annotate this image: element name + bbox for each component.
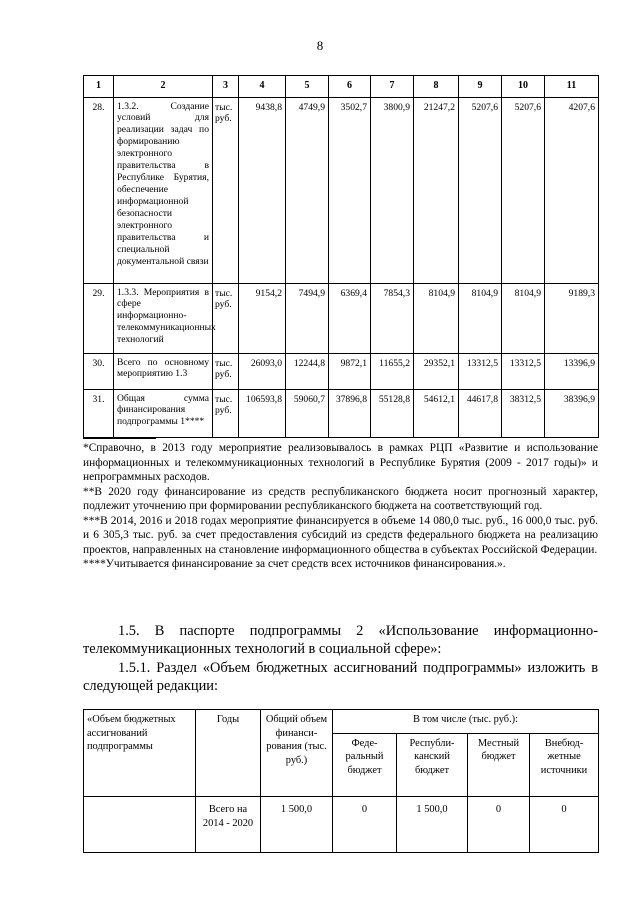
- paragraph-1-5-1: [83, 660, 598, 695]
- row-value: 38396,9: [545, 389, 599, 437]
- row-value: 13312,5: [502, 353, 545, 389]
- row-value: 59060,7: [286, 389, 329, 437]
- column-header: 4: [239, 76, 286, 98]
- extrabudgetary-header: Внебюд-жетные источники: [530, 733, 599, 796]
- row-value: 8104,9: [502, 283, 545, 353]
- paragraph-text: 1.5.1. Раздел «Объем бюджетных ассигнований подпрограммы» изложить в следующей редакции:: [83, 660, 598, 694]
- row-unit: тыс. руб.: [213, 283, 239, 353]
- paragraph-text: 1.5. В паспорте подпрограммы 2 «Использование информационно-телекоммуникационных технологий в социальной сфере»:: [83, 623, 598, 657]
- budget-header-row: [84, 710, 599, 734]
- column-header: 2: [114, 76, 213, 98]
- row-value: 54612,1: [414, 389, 459, 437]
- budget-extrabudgetary: 0: [530, 797, 599, 853]
- budget-section-label: «Объем бюджетных ассигнований подпрограммы: [84, 710, 196, 797]
- funding-table: [83, 75, 599, 438]
- budget-table: [83, 709, 599, 853]
- republican-header: Республи-канский бюджет: [397, 733, 468, 796]
- table-header-row: [84, 76, 599, 98]
- row-value: 21247,2: [414, 97, 459, 283]
- row-unit: тыс. руб.: [213, 353, 239, 389]
- row-value: 3502,7: [329, 97, 371, 283]
- table-row: [84, 389, 599, 437]
- table-row: [84, 97, 599, 283]
- budget-republican: 1 500,0: [397, 797, 468, 853]
- row-value: 38312,5: [502, 389, 545, 437]
- local-header: Местный бюджет: [468, 733, 530, 796]
- row-value: 37896,8: [329, 389, 371, 437]
- row-value: 11655,2: [371, 353, 414, 389]
- row-value: 106593,8: [239, 389, 286, 437]
- row-name: 1.3.2. Создание условий для реализации задач по формированию электронного правительства в Республике Бурятия, обеспечение информационной безопасности электронного правительства и специальной документальной связи: [114, 97, 213, 283]
- row-value: 4207,6: [545, 97, 599, 283]
- footnote: **В 2020 году финансирование из средств республиканского бюджета носит прогнозный характер, подлежит уточнению при формировании республиканского бюджета на соответствующий год.: [83, 485, 598, 512]
- footnote: ***В 2014, 2016 и 2018 годах мероприятие финансируется в объеме 14 080,0 тыс. руб., 16 000,0 тыс. руб. и 6 305,3 тыс. руб. за счет предоставления субсидий из средств федерального бюджета на реализацию проектов, направленных на становление информационного общества в субъектах Российской Федерации.: [83, 514, 598, 556]
- column-header: 7: [371, 76, 414, 98]
- column-header: 10: [502, 76, 545, 98]
- row-name: Всего по основному мероприятию 1.3: [114, 353, 213, 389]
- row-value: 5207,6: [459, 97, 502, 283]
- row-value: 3800,9: [371, 97, 414, 283]
- row-value: 9438,8: [239, 97, 286, 283]
- years-header: Годы: [196, 710, 261, 797]
- column-header: 9: [459, 76, 502, 98]
- row-value: 8104,9: [414, 283, 459, 353]
- row-name: 1.3.3. Мероприятия в сфере информационно-телекоммуникационных технологий: [114, 283, 213, 353]
- row-value: 13396,9: [545, 353, 599, 389]
- budget-empty-cell: [84, 797, 196, 853]
- footnotes: [83, 441, 598, 572]
- table-row: [84, 797, 599, 853]
- including-header: В том числе (тыс. руб.):: [333, 710, 599, 734]
- column-header: 6: [329, 76, 371, 98]
- table-row: [84, 283, 599, 353]
- row-unit: тыс. руб.: [213, 389, 239, 437]
- table-row: [84, 353, 599, 389]
- total-header: Общий объем финанси-рования (тыс. руб.): [261, 710, 333, 797]
- row-value: 9154,2: [239, 283, 286, 353]
- paragraph-1-5: [83, 623, 598, 658]
- row-value: 9189,3: [545, 283, 599, 353]
- row-value: 13312,5: [459, 353, 502, 389]
- column-header: 5: [286, 76, 329, 98]
- footnote: *Справочно, в 2013 году мероприятие реализовывалось в рамках РЦП «Развитие и использование информационных и телекоммуникационных технологий в Республике Бурятия (2009 - 2017 годы)» и непрограммных расходов.: [83, 442, 598, 483]
- row-index: 31.: [84, 389, 114, 437]
- row-value: 55128,8: [371, 389, 414, 437]
- budget-local: 0: [468, 797, 530, 853]
- column-header: 11: [545, 76, 599, 98]
- row-value: 12244,8: [286, 353, 329, 389]
- row-index: 30.: [84, 353, 114, 389]
- federal-header: Феде-ральный бюджет: [333, 733, 397, 796]
- row-value: 5207,6: [502, 97, 545, 283]
- row-value: 44617,8: [459, 389, 502, 437]
- column-header: 3: [213, 76, 239, 98]
- row-value: 26093,0: [239, 353, 286, 389]
- page-number: 8: [316, 38, 324, 53]
- row-value: 9872,1: [329, 353, 371, 389]
- row-value: 7494,9: [286, 283, 329, 353]
- row-value: 7854,3: [371, 283, 414, 353]
- row-value: 6369,4: [329, 283, 371, 353]
- row-value: 29352,1: [414, 353, 459, 389]
- row-value: 4749,9: [286, 97, 329, 283]
- row-unit: тыс. руб.: [213, 97, 239, 283]
- column-header: 8: [414, 76, 459, 98]
- footnote: ****Учитывается финансирование за счет средств всех источников финансирования.».: [83, 558, 506, 570]
- row-name: Общая сумма финансирования подпрограммы 1****: [114, 389, 213, 437]
- footnote-separator: [83, 438, 156, 439]
- column-header: 1: [84, 76, 114, 98]
- row-index: 28.: [84, 97, 114, 283]
- budget-federal: 0: [333, 797, 397, 853]
- budget-total: 1 500,0: [261, 797, 333, 853]
- budget-years: Всего на 2014 - 2020: [196, 797, 261, 853]
- row-value: 8104,9: [459, 283, 502, 353]
- row-index: 29.: [84, 283, 114, 353]
